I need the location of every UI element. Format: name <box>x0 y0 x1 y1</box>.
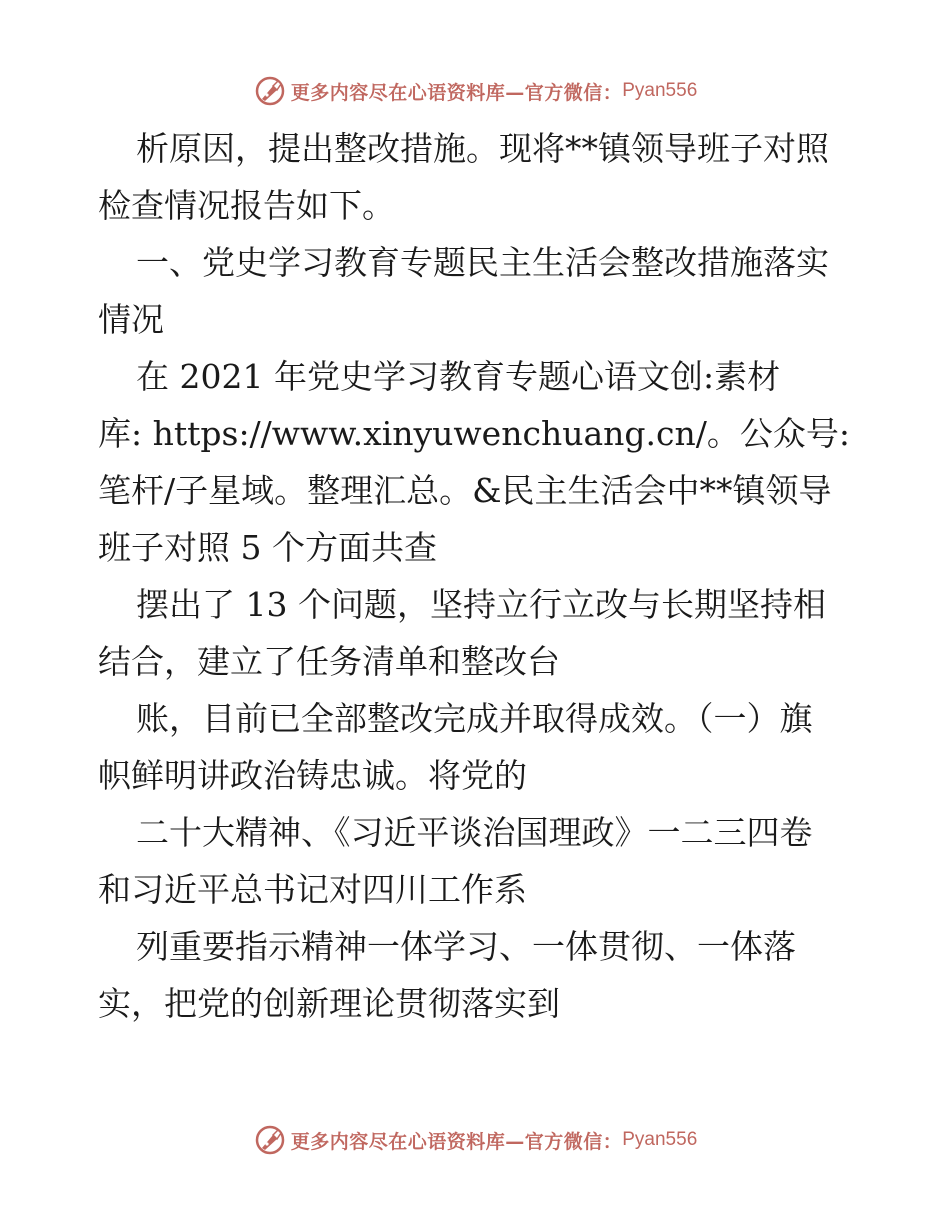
text-line: 账，目前已全部整改完成并取得成效。（一）旗 <box>136 699 813 738</box>
text-line: 在 2021 年党史学习教育专题心语文创:素材 <box>136 357 781 396</box>
text-line: 库: https://www.xinyuwenchuang.cn/。公众号: <box>98 414 850 453</box>
footer-banner <box>0 1120 950 1160</box>
pen-nib-icon <box>253 1123 287 1157</box>
text-line: 实，把党的创新理论贯彻落实到 <box>98 984 560 1023</box>
banner-text: 更多内容尽在心语资料库—官方微信： <box>290 81 623 104</box>
banner-wechat-id: Pyan556 <box>622 1129 698 1150</box>
text-line: 二十大精神、《习近平谈治国理政》一二三四卷 <box>136 813 813 852</box>
text-line: 析原因，提出整改措施。现将**镇领导班子对照 <box>136 129 829 168</box>
text-line: 列重要指示精神一体学习、一体贯彻、一体落 <box>136 927 796 966</box>
text-line: 检查情况报告如下。 <box>98 186 395 225</box>
text-line: 笔杆/子星域。整理汇总。&民主生活会中**镇领导 <box>98 471 832 510</box>
document-body <box>98 120 858 1032</box>
text-line: 摆出了 13 个问题，坚持立行立改与长期坚持相 <box>136 585 826 624</box>
text-line: 结合，建立了任务清单和整改台 <box>98 642 560 681</box>
banner-text: 更多内容尽在心语资料库—官方微信： <box>290 1130 623 1153</box>
section-heading: 情况 <box>98 300 164 339</box>
header-banner <box>0 71 950 111</box>
section-heading: 一、党史学习教育专题民主生活会整改措施落实 <box>136 243 829 282</box>
pen-nib-icon <box>253 74 287 108</box>
text-line: 帜鲜明讲政治铸忠诚。将党的 <box>98 756 527 795</box>
banner-wechat-id: Pyan556 <box>622 80 698 101</box>
text-line: 和习近平总书记对四川工作系 <box>98 870 527 909</box>
text-line: 班子对照 5 个方面共查 <box>98 528 437 567</box>
